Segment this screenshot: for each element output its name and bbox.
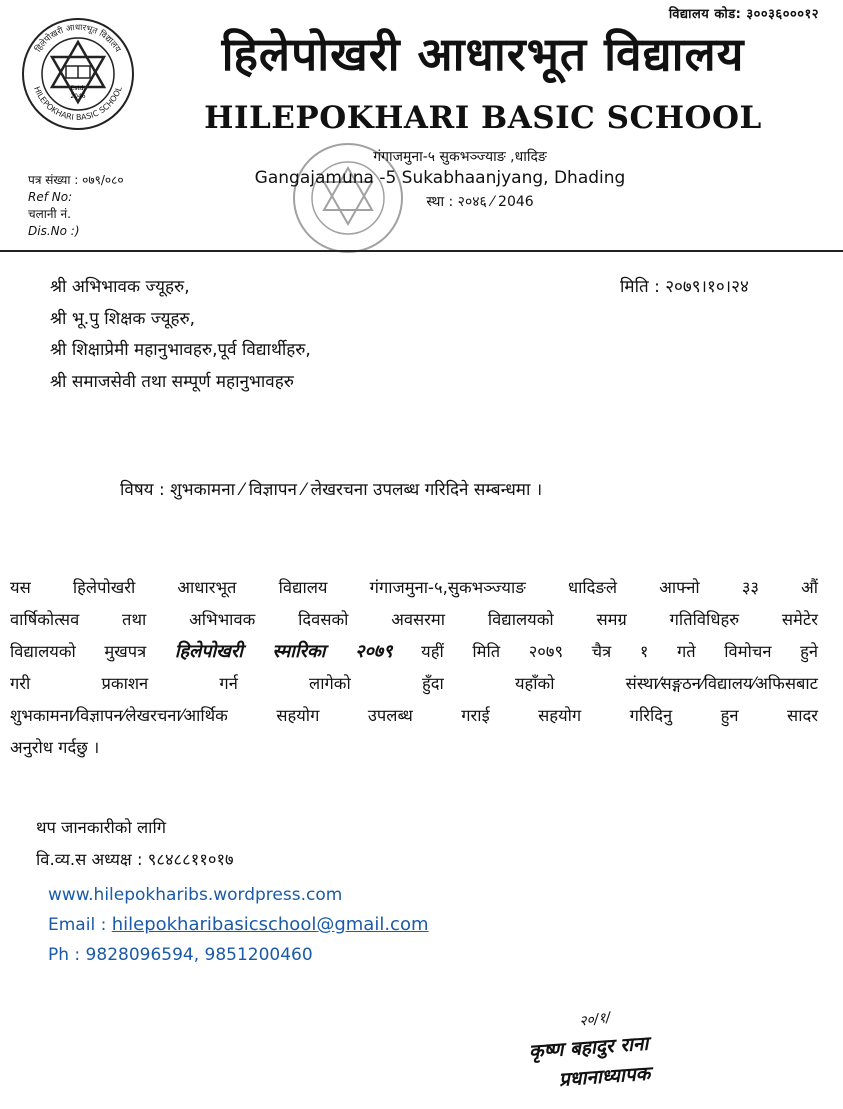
signatory-title: प्रधानाध्यापक — [558, 1062, 651, 1091]
body-line: गरी प्रकाशन गर्न लागेको हुँदा यहाँको संस्था⁄सङ्गठन⁄विद्यालय⁄अफिसबाट — [10, 674, 818, 693]
logo-ring-top-text: हिलेपोखरी आधारभूत विद्यालय — [33, 22, 123, 55]
body-line: शुभकामना⁄विज्ञापन⁄लेखरचना⁄आर्थिक सहयोग उपलब्ध गराई सहयोग गरिदिनु हुन सादर — [10, 706, 818, 725]
chairperson-phone: वि.व्य.स अध्यक्ष : ९८४८८११०१७ — [36, 850, 234, 869]
dis-no: Dis.No :) — [28, 224, 80, 238]
star-icon — [52, 42, 104, 87]
letter-date: मिति : २०७९।१०।२४ — [620, 277, 749, 297]
body-line: अनुरोध गर्दछु । — [10, 738, 100, 757]
address-english: Gangajamuna -5 Sukabhaanjyang, Dhading — [254, 168, 626, 188]
address-nepali: गंगाजमुना-५ सुकभञ्ज्याङ ,धादिङ — [373, 149, 547, 165]
website-link[interactable]: www.hilepokharibs.wordpress.com — [48, 885, 343, 905]
recipient-line: श्री शिक्षाप्रेमी महानुभावहरु,पूर्व विद्यार्थीहरु, — [50, 340, 311, 360]
more-info-block — [36, 812, 234, 876]
souvenir-title: हिलेपोखरी स्मारिका २०७९ — [174, 641, 393, 662]
school-name-nepali: हिलेपोखरी आधारभूत विद्यालय — [221, 27, 745, 81]
school-logo — [20, 16, 136, 132]
ref-no: Ref No: — [28, 190, 73, 204]
more-info-heading: थप जानकारीको लागि — [36, 818, 167, 837]
logo-ring-bottom-text: HILEPOKHARI BASIC SCHOOL — [32, 85, 124, 123]
chalani-no: चलानी नं. — [28, 207, 71, 221]
header-divider — [0, 250, 843, 252]
email-row — [48, 910, 429, 940]
patra-sankhya: पत्र संख्या : ०७९/०८० — [28, 173, 124, 187]
body-line: वार्षिकोत्सव तथा अभिभावक दिवसको अवसरमा विद्यालयको समग्र गतिविधिहरु समेटेर — [10, 610, 818, 629]
letter-body — [10, 572, 818, 764]
logo-estd-year: 2046 — [70, 93, 86, 100]
logo-estd-label: Estd. — [70, 85, 86, 92]
email-label: Email : — [48, 915, 107, 935]
established-year: स्था : २०४६ ⁄ 2046 — [426, 194, 534, 210]
email-link[interactable]: hilepokharibasicschool@gmail.com — [111, 914, 429, 935]
reference-block — [28, 172, 124, 240]
body-line: यस हिलेपोखरी आधारभूत विद्यालय गंगाजमुना-५,सुकभञ्ज्याङ धादिङले आफ्नो ३३ औं — [10, 578, 818, 597]
school-name-english: HILEPOKHARI BASIC SCHOOL — [204, 100, 762, 136]
phone-numbers: Ph : 9828096594, 9851200460 — [48, 945, 313, 965]
body-line — [10, 636, 818, 668]
body-line-post: यहीं मिति २०७९ चैत्र १ गते विमोचन हुने — [421, 642, 819, 661]
recipient-line: श्री समाजसेवी तथा सम्पूर्ण महानुभावहरु — [50, 371, 294, 392]
body-line-pre: विद्यालयको मुखपत्र — [10, 642, 147, 661]
recipients-list — [50, 272, 311, 398]
contact-block — [48, 880, 429, 970]
letter-subject: विषय : शुभकामना ⁄ विज्ञापन ⁄ लेखरचना उपलब्ध गरिदिने सम्बन्धमा । — [120, 480, 543, 500]
school-code: विद्यालय कोड: ३००३६०००१२ — [668, 7, 819, 22]
recipient-line: श्री भू.पु शिक्षक ज्यूहरु, — [50, 308, 196, 329]
signature-initials: २०/१/ — [578, 1009, 612, 1030]
signatory-name: कृष्ण बहादुर राना — [528, 1032, 650, 1063]
recipient-line: श्री अभिभावक ज्यूहरु, — [50, 277, 190, 297]
